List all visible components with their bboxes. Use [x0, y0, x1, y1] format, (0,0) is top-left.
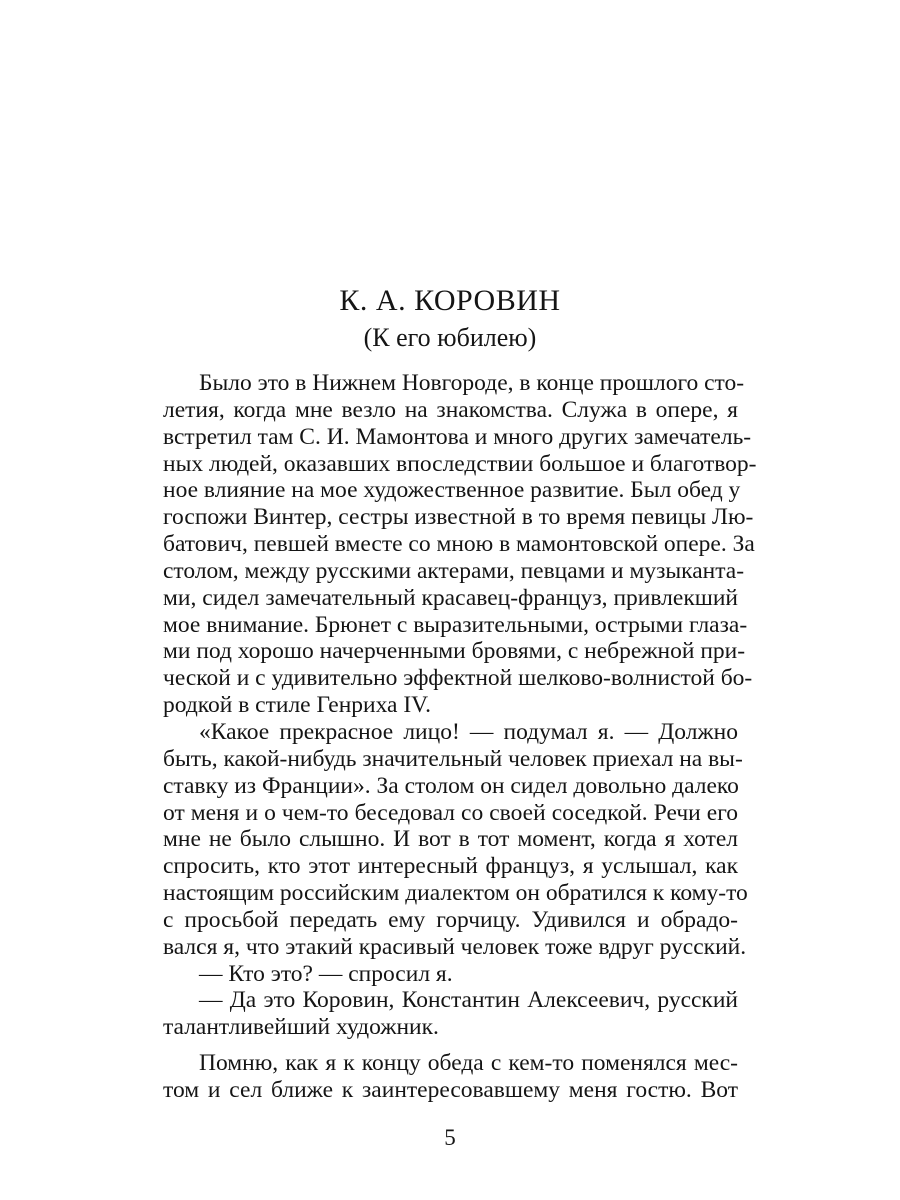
text-line: мое внимание. Брюнет с выразительными, острыми глаза-	[163, 611, 748, 638]
text-line: родкой в стиле Генриха IV.	[163, 692, 432, 719]
text-line: ставку из Франции». За столом он сидел довольно далеко	[163, 772, 739, 799]
chapter-subtitle: (К его юбилею)	[363, 323, 537, 352]
body-text	[163, 370, 757, 1104]
text-line: от меня и о чем-то беседовал со своей соседкой. Речи его	[163, 799, 738, 826]
paragraph-gap	[163, 1041, 738, 1050]
text-line: вался я, что этакий красивый человек тоже вдруг русский.	[163, 933, 747, 960]
text-line: — Да это Коровин, Константин Алексеевич, русский	[199, 987, 738, 1014]
text-line: талантливейший художник.	[163, 1014, 439, 1041]
text-line: — Кто это? — спросил я.	[199, 960, 453, 987]
paragraph	[163, 718, 748, 961]
page-number: 5	[444, 1125, 456, 1150]
text-line: Было это в Нижнем Новгороде, в конце прошлого сто-	[199, 370, 745, 396]
text-line: настоящим российским диалектом он обратился к кому-то	[163, 880, 748, 907]
text-line: ческой и с удивительно эффектной шелково-волнистой бо-	[163, 665, 753, 692]
text-line: ми под хорошо начерченными бровями, с небрежной при-	[163, 638, 746, 665]
text-line: спросить, кто этот интересный француз, я услышал, как	[163, 853, 738, 880]
text-line: госпожи Винтер, сестры известной в то время певицы Лю-	[163, 504, 754, 531]
paragraph	[163, 987, 738, 1041]
text-line: батович, певшей вместе со мною в мамонтовской опере. За	[163, 531, 755, 558]
paragraph	[163, 1050, 738, 1104]
text-line: столом, между русскими актерами, певцами и музыканта-	[163, 557, 745, 584]
text-line: быть, какой-нибудь значительный человек приехал на вы-	[163, 745, 743, 772]
text-line: ных людей, оказавших впоследствии большое и благотвор-	[163, 450, 757, 477]
text-line: с просьбой передать ему горчицу. Удивился и обрадо-	[163, 906, 738, 933]
paragraph	[163, 370, 757, 719]
text-line: Помню, как я к концу обеда с кем-то поменялся мес-	[199, 1050, 738, 1077]
text-line: том и сел ближе к заинтересовавшему меня гостю. Вот	[163, 1076, 738, 1103]
text-line: ное влияние на мое художественное развитие. Был обед у	[163, 477, 741, 504]
text-line: мне не было слышно. И вот в тот момент, когда я хотел	[163, 826, 738, 853]
text-line: встретил там С. И. Мамонтова и много других замечатель-	[163, 423, 752, 450]
text-line: ми, сидел замечательный красавец-француз, привлекший	[163, 584, 738, 611]
text-line: летия, когда мне везло на знакомства. Служа в опере, я	[163, 396, 738, 423]
paragraph	[163, 961, 738, 988]
chapter-title: К. А. КОРОВИН	[339, 284, 561, 317]
text-line: «Какое прекрасное лицо! — подумал я. — Должно	[199, 718, 738, 745]
